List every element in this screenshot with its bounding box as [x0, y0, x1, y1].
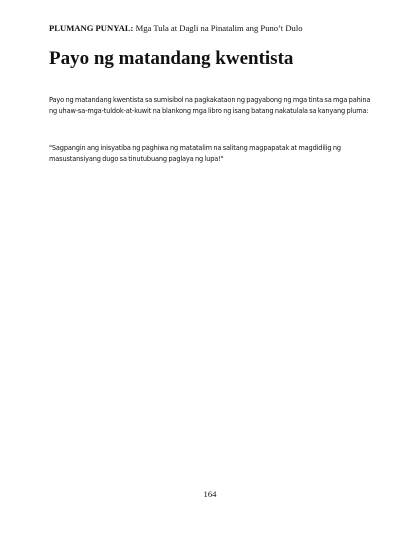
page-number: 164 [203, 489, 217, 499]
running-header [49, 23, 389, 33]
running-header-subtitle: Mga Tula at Dagli na Pinatalim ang Puno’t Dulo [135, 23, 303, 33]
body-paragraph-2-quote: "Sagpangin ang inisyatiba ng paghiwa ng matatalim na salitang magpapatak at magdidilig ng masustansiyang dugo sa tinutubuang paglaya ng lupa!" [49, 144, 341, 163]
body-paragraph-1: Payo ng matandang kwentista sa sumisibol na pagkakataon ng pagyabong ng mga tinta sa mga pahina ng uhaw-sa-mga-tuldok-at-kuwit na blankong mga libro ng isang batang nakatulala sa kanyang pluma: [49, 96, 371, 115]
chapter-title: Payo ng matandang kwentista [49, 48, 294, 69]
running-header-book-label: PLUMANG PUNYAL: [49, 23, 134, 33]
